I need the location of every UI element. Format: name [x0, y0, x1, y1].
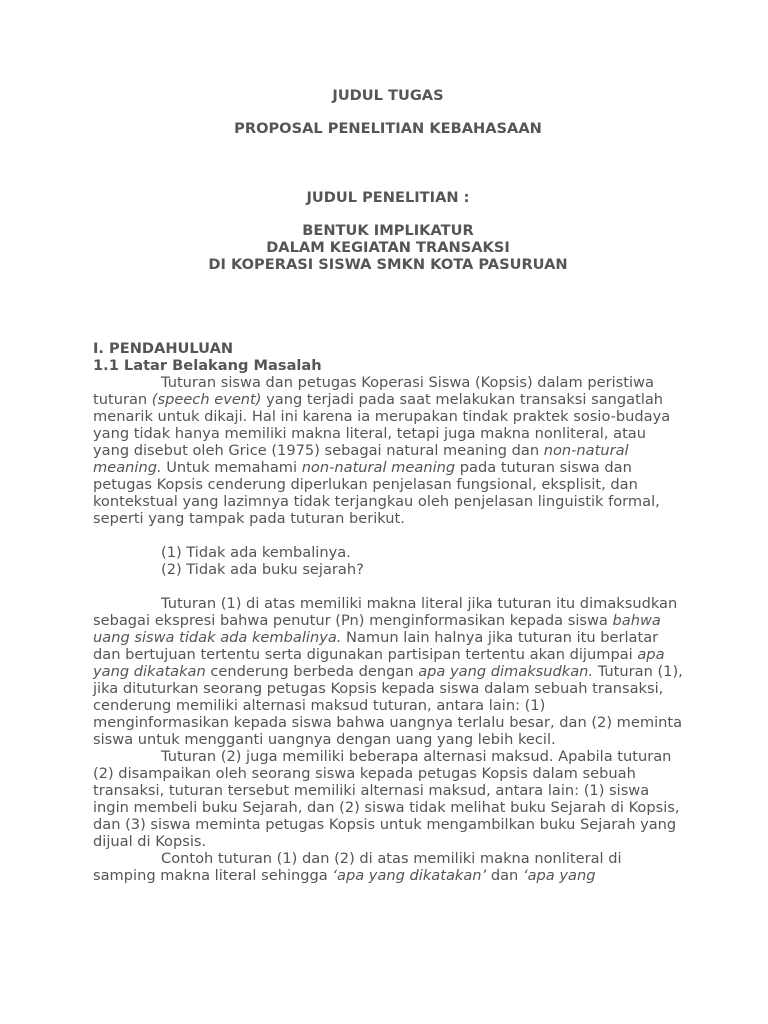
subsection-heading: 1.1 Latar Belakang Masalah	[93, 357, 322, 374]
p1-text-4: pada tuturan siswa dan petugas Kopsis cenderung diperlukan penjelasan fungsional, eksplisit, dan kontekstual yang lazimnya tidak terjangkau oleh penjelasan linguistik formal, seperti yang tampak pada tuturan berikut.	[93, 459, 660, 527]
p1-italic-3: non-natural meaning	[301, 459, 456, 476]
p1-text-1: Tuturan siswa dan petugas Koperasi Siswa (Kopsis) dalam peristiwa tuturan	[93, 374, 654, 408]
p2-italic-3: apa yang dimaksudkan.	[418, 663, 594, 680]
p2-italic-2: apa yang dikatakan	[93, 646, 665, 680]
assignment-title: JUDUL TUGAS	[332, 87, 444, 104]
section-heading: I. PENDAHULUAN	[93, 340, 234, 357]
research-title-line-1: BENTUK IMPLIKATUR	[302, 222, 474, 239]
p2-italic-1: bahwa uang siswa tidak ada kembalinya.	[93, 612, 661, 646]
p1-text-2: yang terjadi pada saat melakukan transaksi sangatlah menarik untuk dikaji. Hal ini karena ia merupakan tindak praktek sosio-budaya yang tidak hanya memiliki makna literal, tetapi juga makna nonliteral, atau yang disebut oleh Grice (1975) sebagai natural meaning dan	[93, 391, 671, 459]
research-title-line-2: DALAM KEGIATAN TRANSAKSI	[266, 239, 510, 256]
p3-text-1: Tuturan (2) juga memiliki beberapa alternasi maksud. Apabila tuturan (2) disampaikan oleh seorang siswa kepada petugas Kopsis dalam sebuah transaksi, tuturan tersebut memiliki alternasi maksud, antara lain: (1) siswa ingin membeli buku Sejarah, dan (2) siswa tidak melihat buku Sejarah di Kopsis, dan (3) siswa meminta petugas Kopsis untuk mengambilkan buku Sejarah yang dijual di Kopsis.	[93, 748, 680, 850]
research-title	[93, 222, 683, 273]
p2-text-3: cenderung berbeda dengan	[205, 663, 419, 680]
example-2: (2) Tidak ada buku sejarah?	[161, 561, 364, 578]
document-page	[93, 87, 683, 884]
proposal-title: PROPOSAL PENELITIAN KEBAHASAAN	[234, 120, 542, 137]
p2-text-2: Namun lain halnya jika tuturan itu berlatar dan bertujuan tertentu serta digunakan partisipan tertentu akan dijumpai	[93, 629, 659, 663]
paragraph-3	[93, 748, 683, 850]
example-1: (1) Tidak ada kembalinya.	[161, 544, 351, 561]
p1-text-3: Untuk memahami	[161, 459, 302, 476]
p4-text-1: Contoh tuturan (1) dan (2) di atas memiliki makna nonliteral di samping makna literal sehingga	[93, 850, 622, 884]
p2-text-4: Tuturan (1), jika dituturkan seorang petugas Kopsis kepada siswa dalam sebuah transaksi, cenderung memiliki alternasi maksud tuturan, antara lain: (1) menginformasikan kepada siswa bahwa uangnya terlalu besar, dan (2) meminta siswa untuk mengganti uangnya dengan uang yang lebih kecil.	[93, 663, 683, 748]
p1-italic-1: (speech event)	[151, 391, 262, 408]
p2-text-1: Tuturan (1) di atas memiliki makna literal jika tuturan itu dimaksudkan sebagai ekspresi bahwa penutur (Pn) menginformasikan kepada siswa	[93, 595, 678, 629]
p4-text-2: dan	[486, 867, 523, 884]
research-title-line-3: DI KOPERASI SISWA SMKN KOTA PASURUAN	[208, 256, 568, 273]
p1-italic-2: non-natural meaning.	[93, 442, 629, 476]
paragraph-1	[93, 374, 683, 527]
p4-italic-2: ‘apa yang	[522, 867, 596, 884]
paragraph-4	[93, 850, 683, 884]
spacer	[93, 578, 683, 595]
paragraph-2	[93, 595, 683, 748]
research-title-label: JUDUL PENELITIAN :	[306, 189, 470, 206]
examples-list	[93, 544, 683, 578]
p4-italic-1: ‘apa yang dikatakan’	[332, 867, 487, 884]
